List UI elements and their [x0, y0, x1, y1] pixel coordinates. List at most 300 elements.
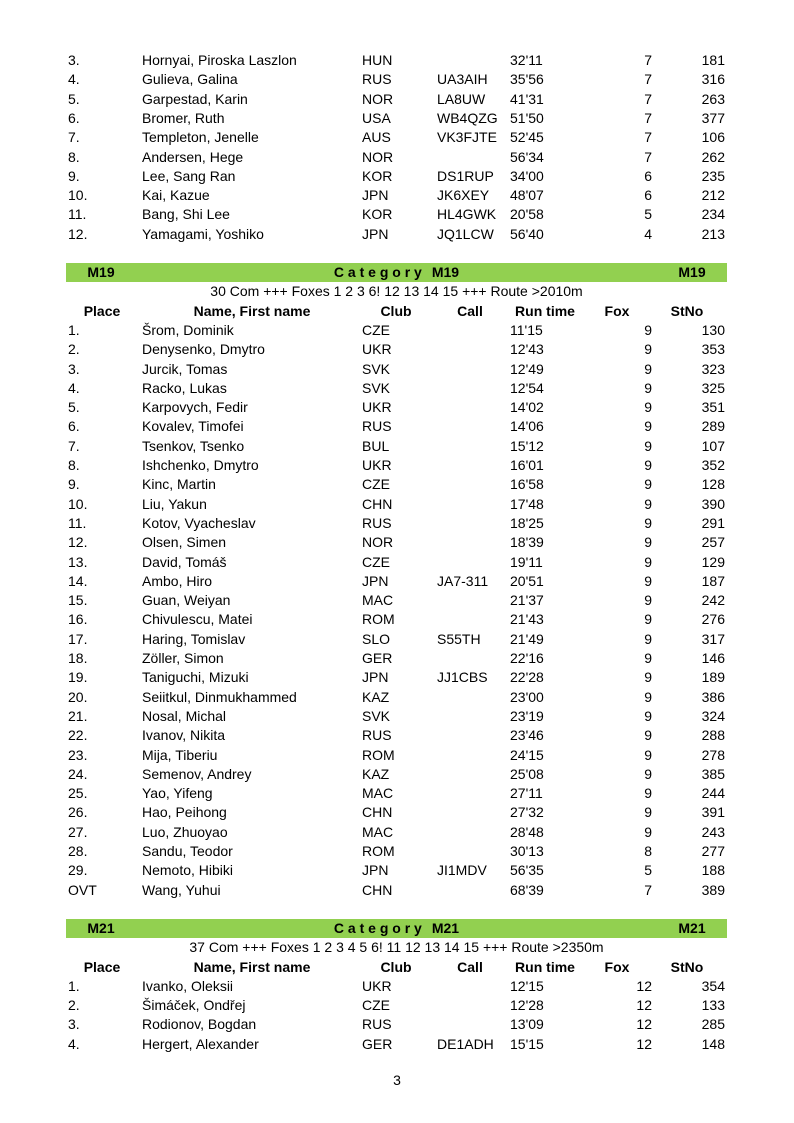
name-cell: Zöller, Simon — [142, 650, 224, 666]
run-time-cell: 68'39 — [510, 881, 544, 898]
place-cell: 7. — [68, 129, 80, 146]
fox-cell: 12 — [636, 1016, 652, 1033]
club-cell: ROM — [362, 611, 395, 628]
name-cell: Bromer, Ruth — [142, 109, 225, 126]
category-code-right: M21 — [678, 919, 706, 936]
table-row — [0, 495, 794, 514]
club-cell: BUL — [362, 437, 390, 454]
name-cell: Taniguchi, Mizuki — [142, 669, 249, 686]
run-time-cell: 34'00 — [510, 167, 544, 184]
place-cell: 6. — [68, 418, 80, 435]
name-cell: Ivanov, Nikita — [142, 727, 225, 744]
fox-cell: 6 — [644, 187, 652, 204]
fox-cell: 9 — [644, 669, 652, 686]
stno-cell: 262 — [701, 148, 725, 165]
fox-cell: 9 — [644, 360, 652, 377]
run-time-cell: 51'50 — [510, 109, 544, 126]
fox-cell: 9 — [644, 572, 652, 589]
page-number: 3 — [393, 1072, 401, 1088]
run-time-cell: 16'01 — [510, 457, 544, 473]
category-info: 37 Com +++ Foxes 1 2 3 4 5 6! 11 12 13 14 15 +++ Route >2350m — [189, 939, 604, 956]
table-row — [0, 630, 794, 649]
name-cell: Haring, Tomislav — [142, 630, 246, 647]
place-cell: 29. — [68, 862, 88, 879]
club-cell: CZE — [362, 553, 390, 570]
club-cell: UKR — [362, 341, 392, 358]
category-code-left: M21 — [87, 919, 115, 936]
run-time-cell: 13'09 — [510, 1016, 544, 1033]
place-cell: 12. — [68, 534, 88, 551]
category-code-left: M19 — [87, 264, 115, 280]
table-row — [0, 881, 794, 900]
table-row — [0, 553, 794, 572]
stno-cell: 107 — [701, 437, 725, 454]
call-cell: S55TH — [437, 630, 481, 647]
stno-cell: 316 — [701, 71, 725, 88]
run-time-cell: 19'11 — [510, 553, 543, 570]
table-row — [0, 225, 794, 244]
fox-cell: 9 — [644, 514, 652, 531]
fox-cell: 9 — [644, 495, 652, 512]
fox-cell: 9 — [644, 630, 652, 647]
run-time-cell: 41'31 — [510, 90, 544, 107]
club-cell: RUS — [362, 418, 392, 435]
stno-cell: 289 — [701, 418, 725, 435]
table-row — [0, 861, 794, 880]
run-time-cell: 24'15 — [510, 746, 544, 763]
name-cell: Bang, Shi Lee — [142, 206, 230, 223]
club-cell: JPN — [362, 187, 389, 204]
fox-cell: 9 — [644, 707, 652, 724]
category-title — [66, 263, 727, 282]
place-cell: 26. — [68, 804, 88, 821]
place-cell: 7. — [68, 437, 80, 454]
run-time-cell: 12'28 — [510, 997, 544, 1014]
fox-cell: 7 — [644, 71, 652, 88]
club-cell: JPN — [362, 225, 389, 242]
call-cell: JK6XEY — [437, 187, 490, 204]
place-cell: 18. — [68, 650, 88, 666]
column-header-name: Name, First name — [193, 958, 311, 975]
fox-cell: 9 — [644, 746, 652, 763]
club-cell: ROM — [362, 843, 395, 859]
fox-cell: 9 — [644, 534, 652, 551]
run-time-cell: 15'12 — [510, 437, 544, 454]
stno-cell: 324 — [701, 707, 725, 724]
fox-cell: 9 — [644, 823, 652, 840]
stno-cell: 244 — [701, 785, 725, 802]
name-cell: Rodionov, Bogdan — [142, 1016, 257, 1033]
run-time-cell: 21'49 — [510, 630, 544, 647]
run-time-cell: 21'37 — [510, 592, 544, 609]
place-cell: 25. — [68, 785, 88, 802]
fox-cell: 9 — [644, 418, 652, 435]
stno-cell: 235 — [701, 167, 725, 184]
table-row — [0, 417, 794, 436]
table-row — [0, 707, 794, 726]
fox-cell: 9 — [644, 457, 652, 473]
run-time-cell: 22'16 — [510, 650, 544, 666]
stno-cell: 354 — [701, 977, 725, 994]
name-cell: Nemoto, Hibiki — [142, 862, 234, 879]
name-cell: Ivanko, Oleksii — [142, 977, 234, 994]
call-cell: DS1RUP — [437, 167, 494, 184]
column-header-time: Run time — [515, 302, 575, 319]
run-time-cell: 23'00 — [510, 688, 544, 705]
table-row — [0, 437, 794, 456]
name-cell: Wang, Yuhui — [142, 881, 221, 898]
fox-cell: 9 — [644, 399, 652, 416]
stno-cell: 212 — [701, 187, 725, 204]
stno-cell: 353 — [701, 341, 725, 358]
run-time-cell: 14'06 — [510, 418, 544, 435]
place-cell: 23. — [68, 746, 88, 763]
fox-cell: 9 — [644, 804, 652, 821]
fox-cell: 9 — [644, 437, 652, 454]
column-header-place: Place — [83, 302, 121, 319]
table-row — [0, 51, 794, 70]
club-cell: MAC — [362, 592, 394, 609]
stno-cell: 130 — [701, 321, 725, 338]
place-cell: 21. — [68, 707, 88, 724]
table-row — [0, 668, 794, 687]
category-code-right: M19 — [678, 264, 706, 280]
name-cell: Hergert, Alexander — [142, 1035, 259, 1052]
table-row — [0, 996, 794, 1015]
run-time-cell: 56'40 — [510, 225, 544, 242]
fox-cell: 7 — [644, 881, 652, 898]
run-time-cell: 56'34 — [510, 148, 544, 165]
run-time-cell: 15'15 — [510, 1035, 544, 1052]
call-cell: JI1MDV — [437, 862, 487, 879]
name-cell: Hao, Peihong — [142, 804, 227, 821]
table-row — [0, 842, 794, 861]
club-cell: RUS — [362, 71, 392, 88]
place-cell: 1. — [68, 321, 80, 338]
fox-cell: 7 — [644, 109, 652, 126]
place-cell: 3. — [68, 1016, 80, 1033]
call-cell: JQ1LCW — [437, 225, 494, 242]
fox-cell: 9 — [644, 379, 652, 396]
stno-cell: 257 — [701, 534, 725, 551]
run-time-cell: 12'15 — [510, 977, 544, 994]
run-time-cell: 27'32 — [510, 804, 544, 821]
table-row — [0, 746, 794, 765]
table-row — [0, 456, 794, 475]
run-time-cell: 17'48 — [510, 495, 544, 512]
place-cell: 3. — [68, 52, 80, 68]
club-cell: GER — [362, 650, 393, 666]
table-row — [0, 398, 794, 417]
place-cell: 2. — [68, 997, 80, 1014]
name-cell: Hornyai, Piroska Laszlon — [142, 52, 297, 68]
fox-cell: 9 — [644, 611, 652, 628]
category-label: C a t e g o r y — [333, 264, 422, 280]
name-cell: Karpovych, Fedir — [142, 399, 248, 416]
stno-cell: 352 — [701, 457, 725, 473]
name-cell: Yamagami, Yoshiko — [142, 225, 264, 242]
club-cell: SVK — [362, 360, 391, 377]
club-cell: NOR — [362, 534, 394, 551]
fox-cell: 12 — [636, 997, 652, 1014]
name-cell: Kovalev, Timofei — [142, 418, 244, 435]
call-cell: DE1ADH — [437, 1035, 494, 1052]
club-cell: CZE — [362, 997, 390, 1014]
category-bar-m19 — [66, 263, 727, 282]
club-cell: CHN — [362, 881, 393, 898]
fox-cell: 9 — [644, 727, 652, 744]
club-cell: UKR — [362, 399, 392, 416]
stno-cell: 291 — [701, 514, 725, 531]
name-cell: Garpestad, Karin — [142, 90, 248, 107]
place-cell: 22. — [68, 727, 88, 744]
column-header-name: Name, First name — [193, 302, 311, 319]
club-cell: KOR — [362, 206, 393, 223]
name-cell: Semenov, Andrey — [142, 765, 252, 782]
table-row — [0, 205, 794, 224]
fox-cell: 7 — [644, 129, 652, 146]
stno-cell: 187 — [701, 572, 725, 589]
name-cell: Seiitkul, Dinmukhammed — [142, 688, 297, 705]
name-cell: Gulieva, Galina — [142, 71, 238, 88]
table-row — [0, 591, 794, 610]
run-time-cell: 30'13 — [510, 843, 544, 859]
column-header-call: Call — [457, 302, 483, 319]
fox-cell: 8 — [644, 843, 652, 859]
name-cell: Kai, Kazue — [142, 187, 210, 204]
place-cell: 5. — [68, 90, 80, 107]
place-cell: 8. — [68, 148, 80, 165]
place-cell: 20. — [68, 688, 88, 705]
club-cell: AUS — [362, 129, 391, 146]
fox-cell: 12 — [636, 1035, 652, 1052]
place-cell: 9. — [68, 476, 80, 493]
call-cell: UA3AIH — [437, 71, 488, 88]
run-time-cell: 48'07 — [510, 187, 544, 204]
table-row — [0, 340, 794, 359]
place-cell: 8. — [68, 457, 80, 473]
name-cell: Ishchenko, Dmytro — [142, 457, 259, 473]
table-row — [0, 90, 794, 109]
run-time-cell: 18'25 — [510, 514, 544, 531]
club-cell: GER — [362, 1035, 393, 1052]
category-info: 30 Com +++ Foxes 1 2 3 6! 12 13 14 15 +++ Route >2010m — [210, 283, 583, 300]
stno-cell: 390 — [701, 495, 725, 512]
table-row — [0, 186, 794, 205]
place-cell: 27. — [68, 823, 88, 840]
club-cell: UKR — [362, 457, 392, 473]
table-row — [0, 726, 794, 745]
table-row — [0, 784, 794, 803]
run-time-cell: 23'46 — [510, 727, 544, 744]
call-cell: JJ1CBS — [437, 669, 488, 686]
fox-cell: 6 — [644, 167, 652, 184]
club-cell: RUS — [362, 514, 392, 531]
club-cell: JPN — [362, 572, 389, 589]
name-cell: Kotov, Vyacheslav — [142, 514, 256, 531]
club-cell: MAC — [362, 785, 394, 802]
fox-cell: 9 — [644, 688, 652, 705]
run-time-cell: 23'19 — [510, 707, 544, 724]
column-header-fox: Fox — [604, 302, 630, 319]
run-time-cell: 32'11 — [510, 52, 543, 68]
name-cell: Tsenkov, Tsenko — [142, 437, 245, 454]
call-cell: VK3FJTE — [437, 129, 497, 146]
name-cell: Šimáček, Ondřej — [142, 997, 246, 1014]
fox-cell: 9 — [644, 785, 652, 802]
club-cell: RUS — [362, 727, 392, 744]
fox-cell: 9 — [644, 650, 652, 666]
place-cell: 14. — [68, 572, 88, 589]
call-cell: HL4GWK — [437, 206, 497, 223]
place-cell: 9. — [68, 167, 80, 184]
name-cell: Liu, Yakun — [142, 495, 207, 512]
place-cell: 4. — [68, 71, 80, 88]
name-cell: Mija, Tiberiu — [142, 746, 218, 763]
table-row — [0, 514, 794, 533]
place-cell: 10. — [68, 495, 88, 512]
name-cell: Šrom, Dominik — [142, 321, 234, 338]
stno-cell: 146 — [701, 650, 725, 666]
run-time-cell: 12'54 — [510, 379, 544, 396]
club-cell: NOR — [362, 148, 394, 165]
club-cell: NOR — [362, 90, 394, 107]
fox-cell: 9 — [644, 341, 652, 358]
name-cell: Luo, Zhuoyao — [142, 823, 228, 840]
place-cell: 16. — [68, 611, 88, 628]
fox-cell: 9 — [644, 765, 652, 782]
place-cell: 17. — [68, 630, 88, 647]
stno-cell: 391 — [701, 804, 725, 821]
run-time-cell: 22'28 — [510, 669, 544, 686]
column-header-stno: StNo — [670, 302, 704, 319]
table-header — [0, 958, 794, 977]
club-cell: ROM — [362, 746, 395, 763]
stno-cell: 148 — [701, 1035, 725, 1052]
club-cell: KAZ — [362, 765, 390, 782]
run-time-cell: 12'49 — [510, 360, 544, 377]
table-row — [0, 475, 794, 494]
run-time-cell: 12'43 — [510, 341, 544, 358]
stno-cell: 317 — [701, 630, 725, 647]
stno-cell: 389 — [701, 881, 725, 898]
column-header-club: Club — [380, 958, 412, 975]
table-row — [0, 128, 794, 147]
club-cell: KOR — [362, 167, 393, 184]
column-header-place: Place — [83, 958, 121, 975]
fox-cell: 9 — [644, 476, 652, 493]
run-time-cell: 25'08 — [510, 765, 544, 782]
stno-cell: 242 — [701, 592, 725, 609]
place-cell: 10. — [68, 187, 88, 204]
name-cell: Kinc, Martin — [142, 476, 216, 493]
table-row — [0, 610, 794, 629]
stno-cell: 181 — [701, 52, 725, 68]
club-cell: SVK — [362, 707, 391, 724]
category-title — [66, 919, 727, 938]
table-row — [0, 823, 794, 842]
name-cell: David, Tomáš — [142, 553, 227, 570]
place-cell: 19. — [68, 669, 88, 686]
place-cell: 3. — [68, 360, 80, 377]
stno-cell: 323 — [701, 360, 725, 377]
place-cell: 12. — [68, 225, 88, 242]
table-row — [0, 572, 794, 591]
name-cell: Racko, Lukas — [142, 379, 227, 396]
club-cell: RUS — [362, 1016, 392, 1033]
column-header-fox: Fox — [604, 958, 630, 975]
table-row — [0, 321, 794, 340]
fox-cell: 9 — [644, 553, 652, 570]
name-cell: Sandu, Teodor — [142, 843, 233, 859]
name-cell: Jurcik, Tomas — [142, 360, 228, 377]
run-time-cell: 20'51 — [510, 572, 544, 589]
table-header — [0, 302, 794, 321]
table-row — [0, 379, 794, 398]
fox-cell: 9 — [644, 321, 652, 338]
table-row — [0, 533, 794, 552]
stno-cell: 288 — [701, 727, 725, 744]
stno-cell: 325 — [701, 379, 725, 396]
club-cell: SVK — [362, 379, 391, 396]
table-row — [0, 803, 794, 822]
place-cell: 15. — [68, 592, 88, 609]
place-cell: 13. — [68, 553, 88, 570]
club-cell: KAZ — [362, 688, 390, 705]
run-time-cell: 35'56 — [510, 71, 544, 88]
stno-cell: 106 — [701, 129, 725, 146]
category-bar-m21 — [66, 919, 727, 938]
column-header-time: Run time — [515, 958, 575, 975]
club-cell: USA — [362, 109, 391, 126]
category-label: C a t e g o r y — [333, 919, 422, 936]
stno-cell: 285 — [701, 1016, 725, 1033]
stno-cell: 129 — [701, 553, 725, 570]
table-row — [0, 649, 794, 668]
stno-cell: 243 — [701, 823, 725, 840]
place-cell: 4. — [68, 379, 80, 396]
name-cell: Yao, Yifeng — [142, 785, 213, 802]
table-row — [0, 167, 794, 186]
stno-cell: 351 — [701, 399, 725, 416]
run-time-cell: 20'58 — [510, 206, 544, 223]
name-cell: Lee, Sang Ran — [142, 167, 236, 184]
stno-cell: 377 — [701, 109, 725, 126]
stno-cell: 276 — [701, 611, 725, 628]
place-cell: 6. — [68, 109, 80, 126]
place-cell: 11. — [68, 206, 87, 223]
table-row — [0, 765, 794, 784]
run-time-cell: 27'11 — [510, 785, 543, 802]
fox-cell: 7 — [644, 148, 652, 165]
place-cell: 5. — [68, 399, 80, 416]
club-cell: CZE — [362, 476, 390, 493]
fox-cell: 4 — [644, 225, 652, 242]
run-time-cell: 18'39 — [510, 534, 544, 551]
table-row — [0, 360, 794, 379]
call-cell: WB4QZG — [437, 109, 498, 126]
name-cell: Templeton, Jenelle — [142, 129, 259, 146]
call-cell: JA7-311 — [437, 572, 489, 589]
table-row — [0, 109, 794, 128]
place-cell: 11. — [68, 514, 87, 531]
run-time-cell: 16'58 — [510, 476, 544, 493]
column-header-stno: StNo — [670, 958, 704, 975]
name-cell: Olsen, Simen — [142, 534, 227, 551]
stno-cell: 263 — [701, 90, 725, 107]
category-code-center: M19 — [431, 264, 460, 280]
place-cell: 28. — [68, 843, 88, 859]
